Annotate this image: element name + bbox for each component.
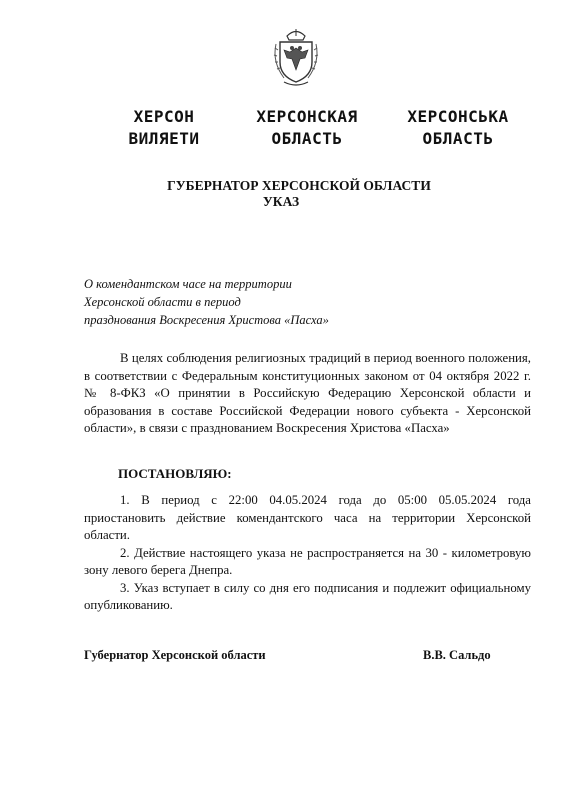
header-left-line1: ХЕРСОН xyxy=(133,107,195,126)
signatory-name: В.В. Сальдо xyxy=(423,648,491,662)
decree-item: 2. Действие настоящего указа не распространяется на 30 - километровую зону левого берега Днепра. xyxy=(84,545,531,577)
subject-line: празднования Воскресения Христова «Пасха» xyxy=(84,313,329,327)
subject-line: Херсонской области в период xyxy=(84,295,241,309)
decree-items xyxy=(84,492,531,615)
signatory-position: Губернатор Херсонской области xyxy=(84,648,266,662)
header-right-line1: ХЕРСОНСЬКА xyxy=(407,107,509,126)
decree-item: 3. Указ вступает в силу со дня его подписания и подлежит официальному опубликованию. xyxy=(84,580,531,612)
subject-line: О комендантском часе на территории xyxy=(84,277,292,291)
header-left-line2: ВИЛЯЕТИ xyxy=(128,129,200,148)
document-subject xyxy=(84,275,404,329)
header-center-line2: ОБЛАСТЬ xyxy=(271,129,343,148)
document-type: УКАЗ xyxy=(262,194,300,209)
header-center-line1: ХЕРСОНСКАЯ xyxy=(256,107,358,126)
coat-of-arms-icon xyxy=(270,26,322,88)
header-russian xyxy=(240,106,374,150)
header-crimean-tatar xyxy=(104,106,224,150)
preamble-paragraph: В целях соблюдения религиозных традиций в период военного положения, в соответствии с Федеральным конституционных законом от 04 октября 2022 г. № 8-ФКЗ «О принятии в Российскую Федерацию Херсонской области и образования в составе Российской Федерации нового субъекта - Херсонской области», в связи с празднованием Воскресения Христова «Пасха» xyxy=(84,351,531,435)
decree-heading: ПОСТАНОВЛЯЮ: xyxy=(118,466,232,481)
header-ukrainian xyxy=(388,106,528,150)
header-right-line2: ОБЛАСТЬ xyxy=(422,129,494,148)
document-authority: ГУБЕРНАТОР ХЕРСОНСКОЙ ОБЛАСТИ xyxy=(167,178,431,193)
decree-item: 1. В период с 22:00 04.05.2024 года до 05:00 05.05.2024 года приостановить действие комендантского часа на территории Херсонской области. xyxy=(84,493,531,542)
